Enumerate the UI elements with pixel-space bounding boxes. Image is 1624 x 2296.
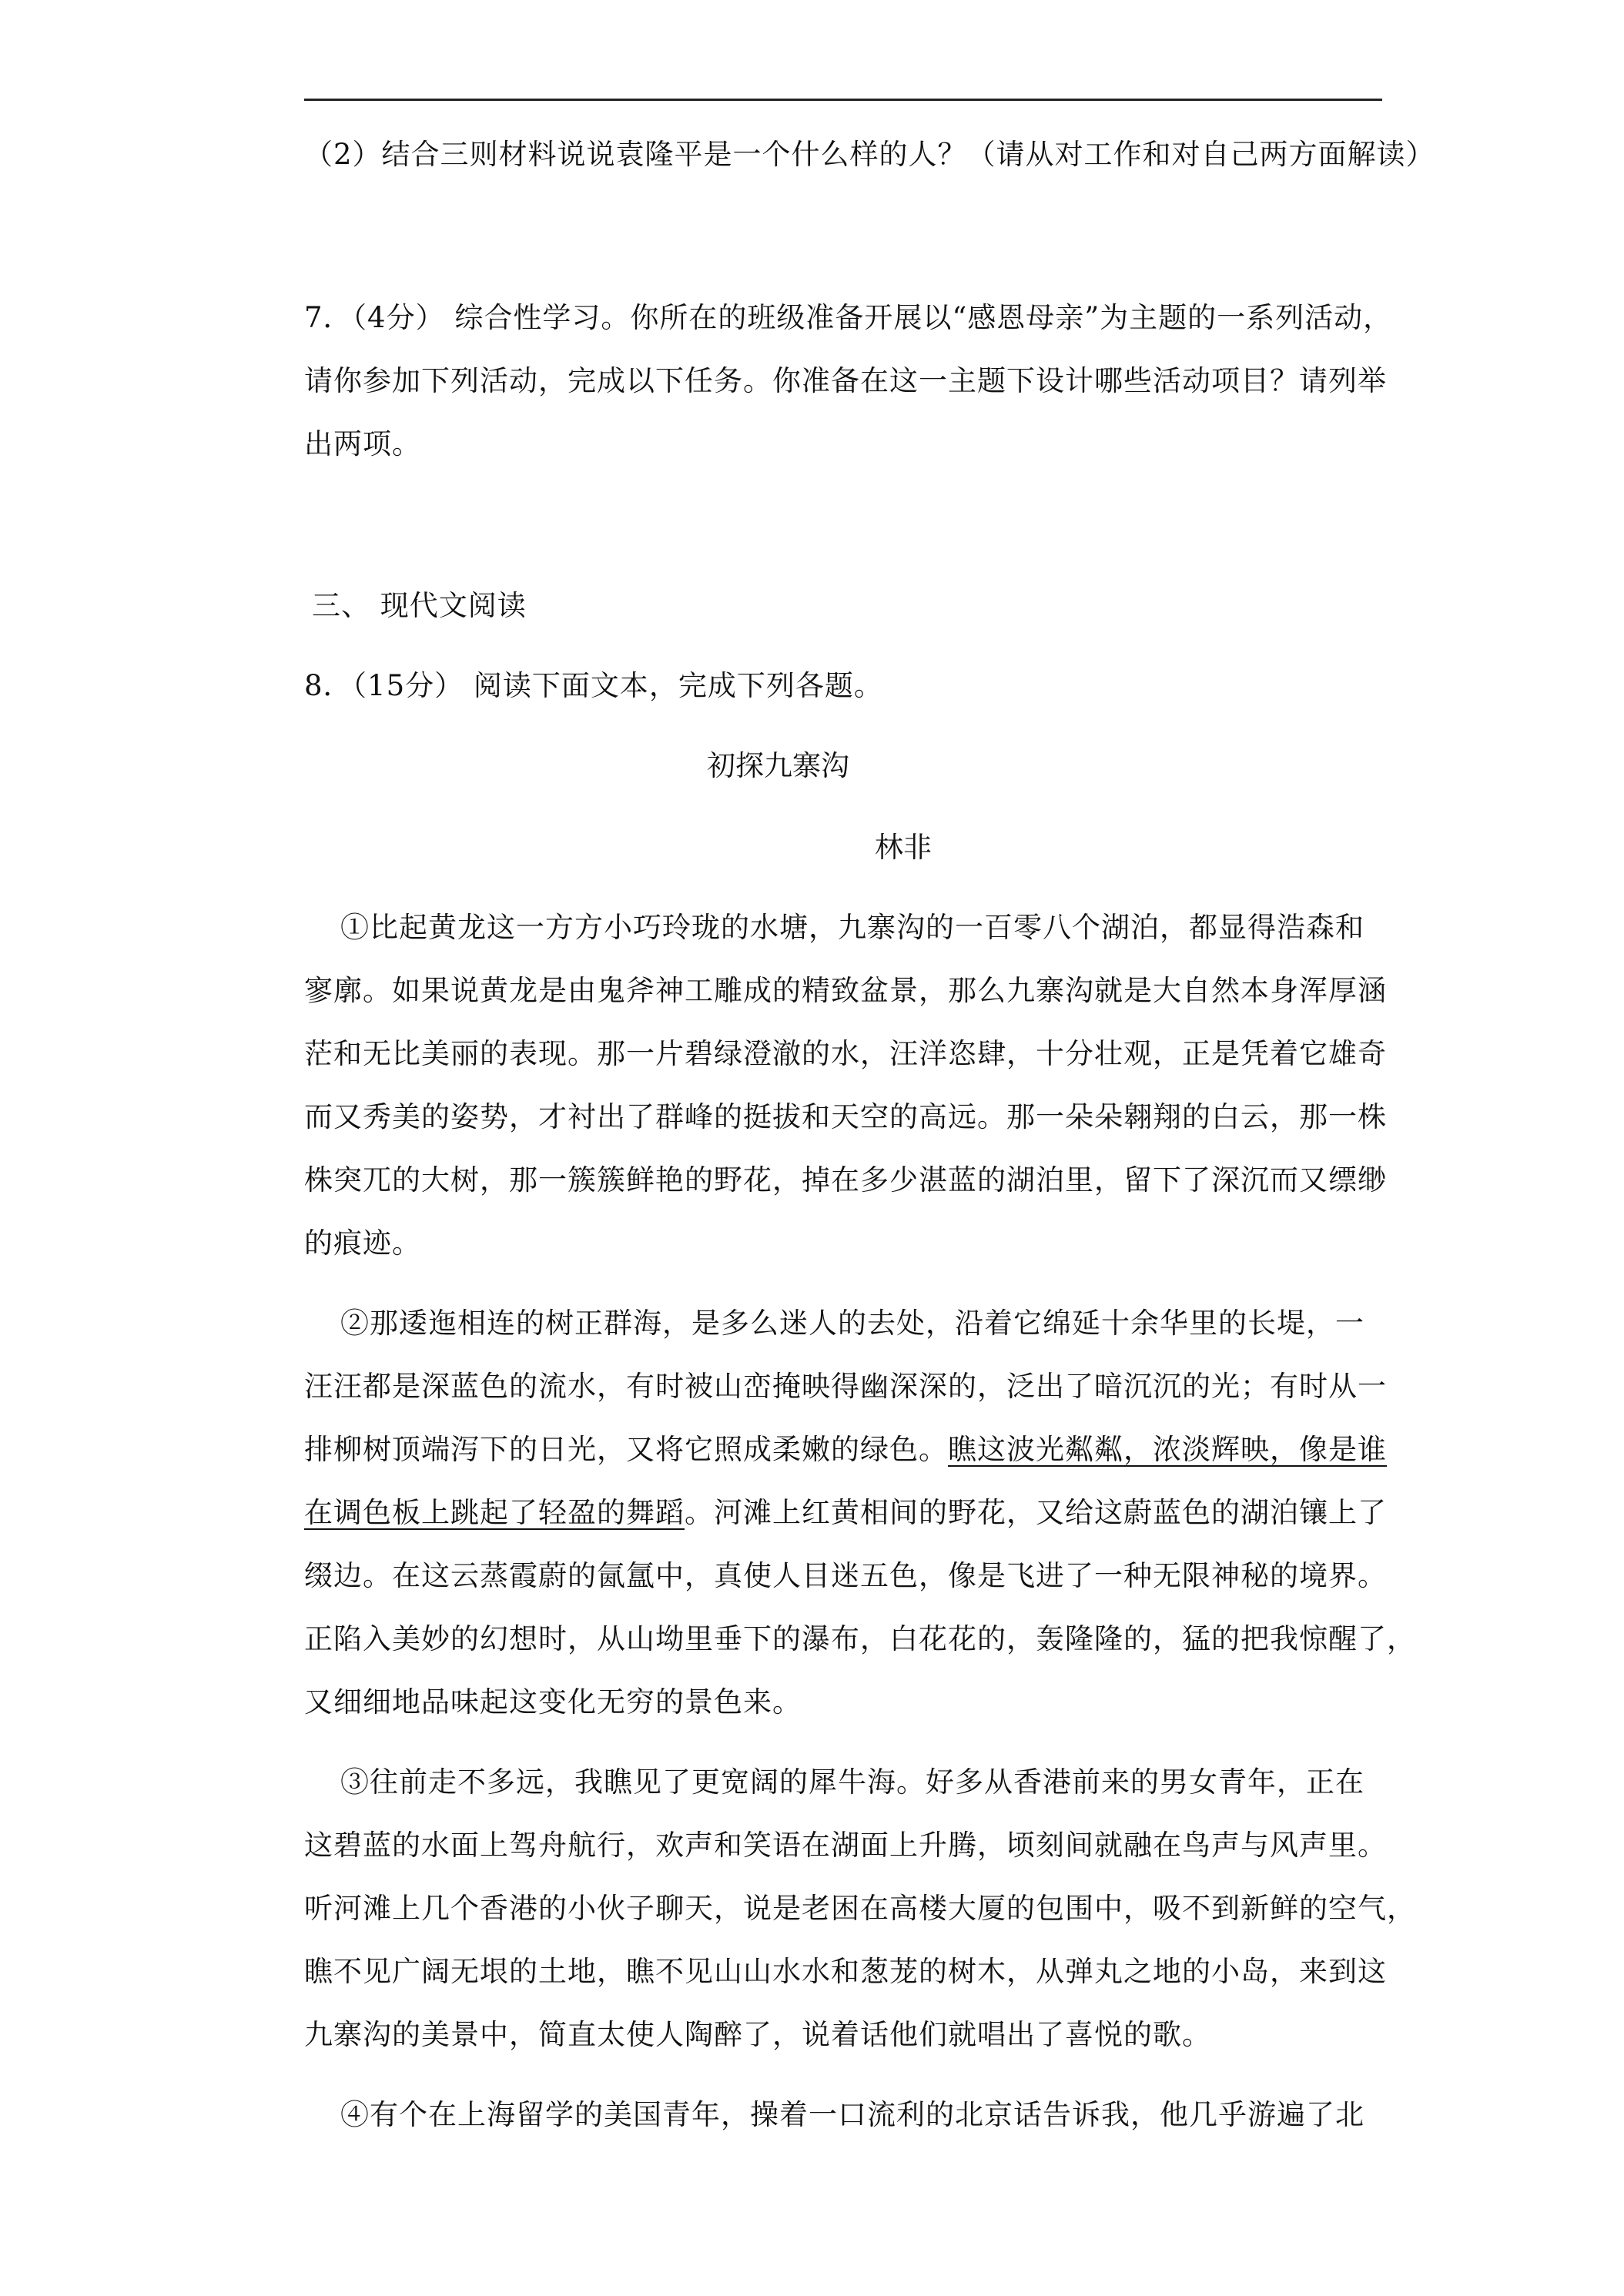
question-7-line-3: 出两项。 xyxy=(304,427,421,460)
paragraph-2-line xyxy=(304,1431,1387,1469)
paragraph-2-line: 又细细地品味起这变化无穷的景色来。 xyxy=(304,1685,802,1719)
paragraph-1-line: 寥廓。如果说黄龙是由鬼斧神工雕成的精致盆景，那么九寨沟就是大自然本身浑厚涵 xyxy=(304,974,1387,1007)
paragraph-3-line: 听河滩上几个香港的小伙子聊天，说是老困在高楼大厦的包围中，吸不到新鲜的空气， xyxy=(304,1892,1416,1925)
paragraph-1-line: 株突兀的大树，那一簇簇鲜艳的野花，掉在多少湛蓝的湖泊里，留下了深沉而又缥缈 xyxy=(304,1163,1387,1197)
paragraph-3-line: 九寨沟的美景中，简直太使人陶醉了，说着话他们就唱出了喜悦的歌。 xyxy=(304,2018,1211,2051)
header-rule xyxy=(304,99,1382,101)
article-author: 林非 xyxy=(875,831,932,864)
question-7-line-1: 7．（4分） 综合性学习。你所在的班级准备开展以“感恩母亲”为主题的一系列活动， xyxy=(304,301,1393,334)
question-6-part-2: （2）结合三则材料说说袁隆平是一个什么样的人？（请从对工作和对自己两方面解读） xyxy=(304,138,1435,171)
paragraph-1-line: 而又秀美的姿势，才衬出了群峰的挺拔和天空的高远。那一朵朵翱翔的白云，那一株 xyxy=(304,1100,1387,1133)
paragraph-2-line: ②那逶迤相连的树正群海，是多么迷人的去处，沿着它绵延十余华里的长堤，一 xyxy=(340,1307,1364,1340)
paragraph-2-line xyxy=(304,1494,1387,1532)
paragraph-1-line: 茫和无比美丽的表现。那一片碧绿澄澈的水，汪洋恣肆，十分壮观，正是凭着它雄奇 xyxy=(304,1037,1387,1070)
paragraph-3-line: 这碧蓝的水面上驾舟航行，欢声和笑语在湖面上升腾，顷刻间就融在鸟声与风声里。 xyxy=(304,1829,1387,1862)
paragraph-3-line: 瞧不见广阔无垠的土地，瞧不见山山水水和葱茏的树木，从弹丸之地的小岛，来到这 xyxy=(304,1955,1387,1988)
paragraph-3-line: ③往前走不多远，我瞧见了更宽阔的犀牛海。好多从香港前来的男女青年，正在 xyxy=(340,1766,1364,1799)
question-7-line-2: 请你参加下列活动，完成以下任务。你准备在这一主题下设计哪些活动项目？请列举 xyxy=(304,364,1387,397)
article-title: 初探九寨沟 xyxy=(707,749,849,782)
underlined-sentence: 瞧这波光粼粼，浓淡辉映，像是谁 xyxy=(948,1433,1387,1466)
paragraph-2-plain-text: 。河滩上红黄相间的野花，又给这蔚蓝色的湖泊镶上了 xyxy=(685,1496,1387,1529)
section-heading: 三、 现代文阅读 xyxy=(312,589,527,622)
paragraph-1-line: 的痕迹。 xyxy=(304,1227,421,1260)
paragraph-4-line: ④有个在上海留学的美国青年，操着一口流利的北京话告诉我，他几乎游遍了北 xyxy=(340,2098,1364,2131)
paragraph-2-line: 缀边。在这云蒸霞蔚的氤氲中，真使人目迷五色，像是飞进了一种无限神秘的境界。 xyxy=(304,1559,1387,1592)
paragraph-1-line: ①比起黄龙这一方方小巧玲珑的水塘，九寨沟的一百零八个湖泊，都显得浩森和 xyxy=(340,911,1364,944)
paragraph-2-line: 正陷入美妙的幻想时，从山坳里垂下的瀑布，白花花的，轰隆隆的，猛的把我惊醒了， xyxy=(304,1622,1416,1655)
underlined-sentence: 在调色板上跳起了轻盈的舞蹈 xyxy=(304,1496,685,1529)
paragraph-2-plain-text: 排柳树顶端泻下的日光，又将它照成柔嫩的绿色。 xyxy=(304,1433,948,1466)
question-8-intro: 8．（15分） 阅读下面文本，完成下列各题。 xyxy=(304,669,883,702)
paragraph-2-line: 汪汪都是深蓝色的流水，有时被山峦掩映得幽深深的，泛出了暗沉沉的光；有时从一 xyxy=(304,1370,1387,1403)
